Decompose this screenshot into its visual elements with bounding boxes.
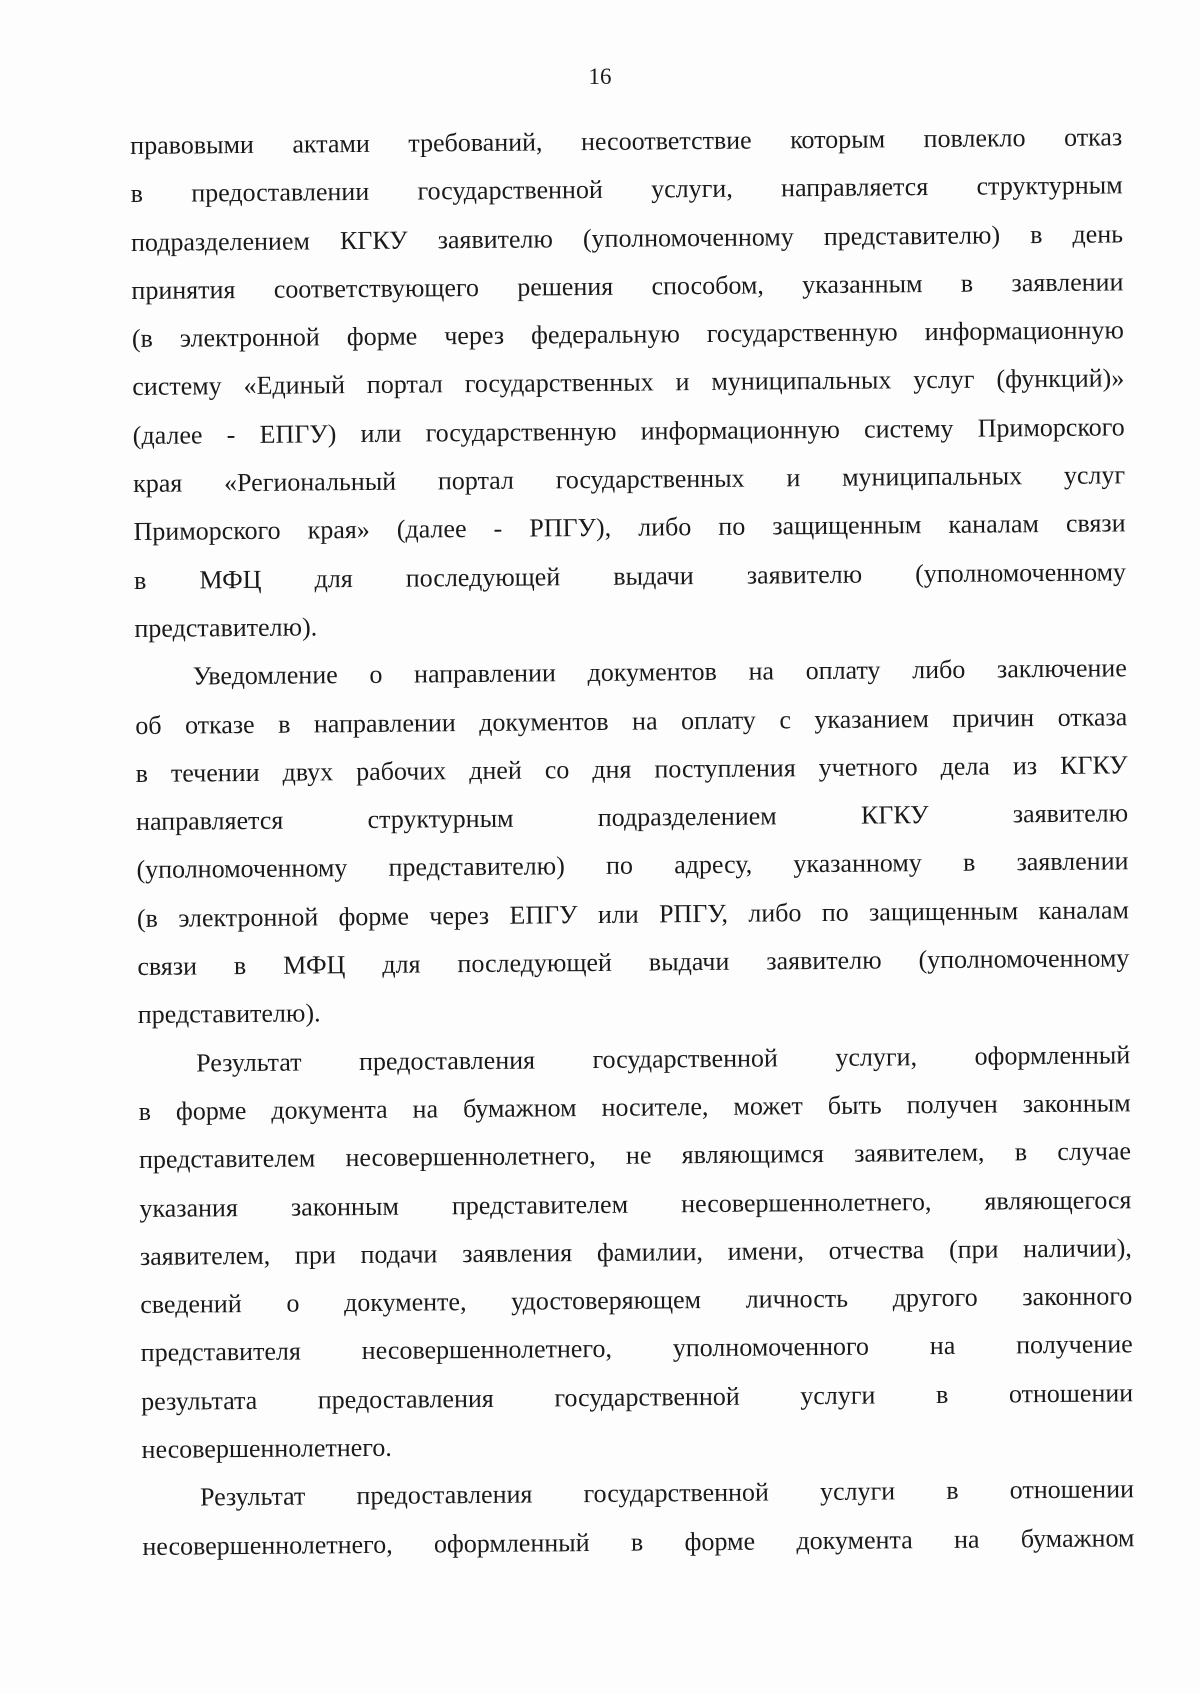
text-line: представителя несовершеннолетнего, уполномоченного на получение (140, 1329, 1133, 1368)
text-line: несовершеннолетнего, оформленный в форме документа на бумажном (142, 1522, 1135, 1561)
text-line: правовыми актами требований, несоответствие которым повлекло отказ (130, 122, 1123, 160)
text-line: систему «Единый портал государственных и муниципальных услуг (функций)» (132, 363, 1125, 402)
paragraph (130, 113, 1127, 653)
text-line: указания законным представителем несовершеннолетнего, являющегося (139, 1184, 1132, 1223)
text-line: направляется структурным подразделением КГКУ заявителю (135, 798, 1129, 837)
text-line: Приморского края» (далее - РПГУ), либо по защищенным каналам связи (133, 508, 1126, 547)
text-line: в форме документа на бумажном носителе, может быть получен законным (138, 1088, 1131, 1126)
paragraph (135, 645, 1130, 1040)
text-line: представителем несовершеннолетнего, не являющимся заявителем, в случае (138, 1136, 1132, 1175)
text-line: (далее - ЕПГУ) или государственную информационную систему Приморского (132, 412, 1125, 450)
text-line: (уполномоченному представителю) по адресу, указанному в заявлении (136, 846, 1129, 885)
text-line: подразделением КГКУ заявителю (уполномоченному представителю) в день (130, 218, 1124, 257)
text-line: результата предоставления государственной услуги в отношении (141, 1378, 1134, 1416)
text-line: об отказе в направлении документов на оплату с указанием причин отказа (135, 701, 1128, 740)
text-line: представителю). (134, 612, 318, 643)
text-line: Результат предоставления государственной услуги, оформленный (196, 1039, 1131, 1078)
text-line: сведений о документе, удостоверяющем личность другого законного (140, 1281, 1133, 1320)
text-line: (в электронной форме через ЕПГУ или РПГУ, либо по защищенным каналам (136, 895, 1130, 933)
page-number: 16 (588, 64, 612, 89)
text-line: заявителем, при подачи заявления фамилии, имени, отчества (при наличии), (139, 1233, 1132, 1271)
text-line: представителю). (137, 998, 321, 1030)
text-line: в предоставлении государственной услуги, направляется структурным (130, 170, 1123, 209)
paragraph (142, 1466, 1135, 1571)
document-body (130, 113, 1135, 1571)
text-line: принятия соответствующего решения способом, указанным в заявлении (131, 267, 1124, 305)
text-line: Результат предоставления государственной услуги в отношении (199, 1474, 1135, 1512)
text-line: в течении двух рабочих дней со дня поступления учетного дела из КГКУ (135, 750, 1128, 788)
text-line: в МФЦ для последующей выдачи заявителю (уполномоченному (133, 556, 1127, 595)
text-line: (в электронной форме через федеральную государственную информационную (131, 315, 1124, 354)
text-line: Уведомление о направлении документов на оплату либо заключение (192, 653, 1127, 691)
text-line: края «Региональный портал государственных и муниципальных услуг (133, 460, 1126, 499)
paragraph (138, 1031, 1134, 1474)
text-line: несовершеннолетнего. (141, 1432, 392, 1464)
text-line: связи в МФЦ для последующей выдачи заявителю (уполномоченному (137, 943, 1130, 982)
